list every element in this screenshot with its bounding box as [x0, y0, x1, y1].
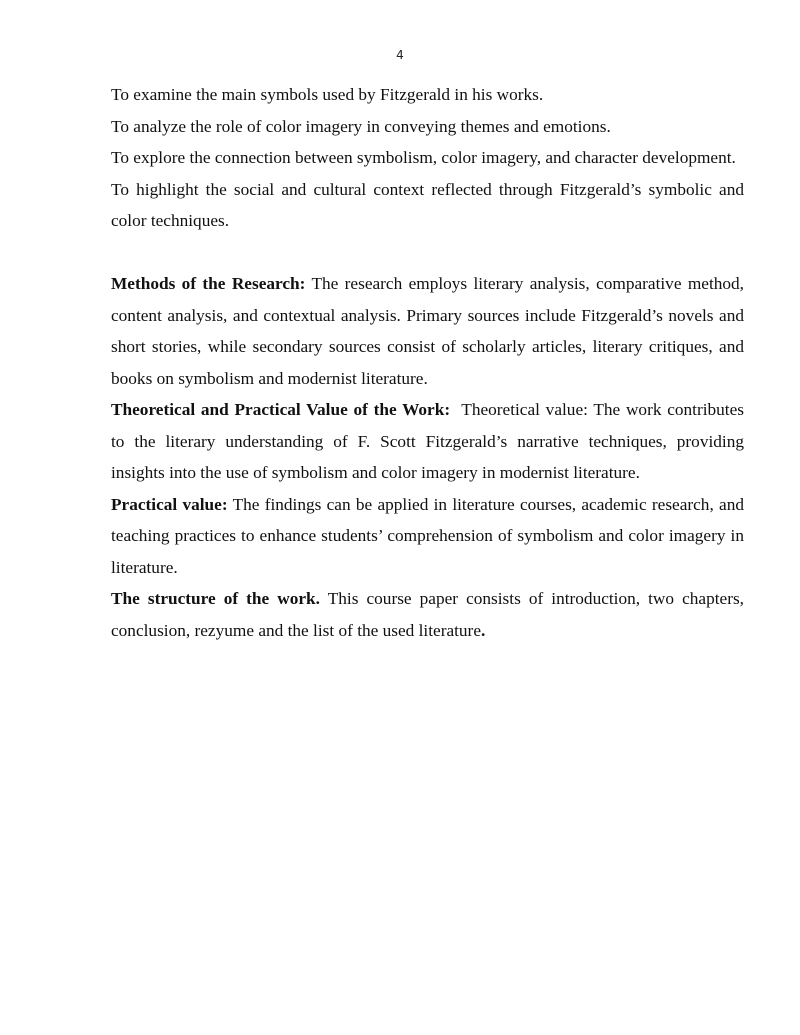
practical-heading: Practical value: — [111, 494, 228, 514]
body-text — [111, 79, 749, 646]
page-number: 4 — [396, 48, 404, 62]
theoretical-paragraph — [111, 394, 749, 489]
objective-4: To highlight the social and cultural context reflected through Fitzgerald’s symbolic and color techniques. — [111, 179, 744, 230]
structure-text: This course paper consists of introduction, two chapters, conclusion, rezyume and the list of the used literature — [111, 589, 744, 640]
theoretical-text: Theoretical value: The work contributes to the literary understanding of F. Scott Fitzgerald’s narrative techniques, providing insights into the use of symbolism and color imagery in modernist literature. — [111, 400, 749, 482]
structure-paragraph — [111, 583, 744, 646]
paragraph-spacer — [111, 237, 744, 269]
methods-text: The research employs literary analysis, comparative method, content analysis, and contextual analysis. Primary sources include Fitzgerald’s novels and short stories, while secondary sources consist of scholarly articles, literary critiques, and books on symbolism and modernist literature. — [111, 274, 744, 388]
structure-end-mark: . — [481, 620, 486, 640]
methods-paragraph — [111, 268, 744, 394]
objective-1: To examine the main symbols used by Fitzgerald in his works. — [111, 85, 544, 104]
objective-2: To analyze the role of color imagery in conveying themes and emotions. — [111, 116, 611, 136]
practical-text: The findings can be applied in literature courses, academic research, and teaching practices to enhance students’ comprehension of symbolism and color imagery in literature. — [111, 494, 744, 577]
objective-3: To explore the connection between symbolism, color imagery, and character development. — [111, 148, 736, 167]
structure-heading: The structure of the work. — [111, 589, 320, 608]
practical-paragraph — [111, 489, 744, 584]
methods-heading: Methods of the Research: — [111, 274, 306, 293]
theoretical-heading: Theoretical and Practical Value of the Work: — [111, 400, 451, 419]
